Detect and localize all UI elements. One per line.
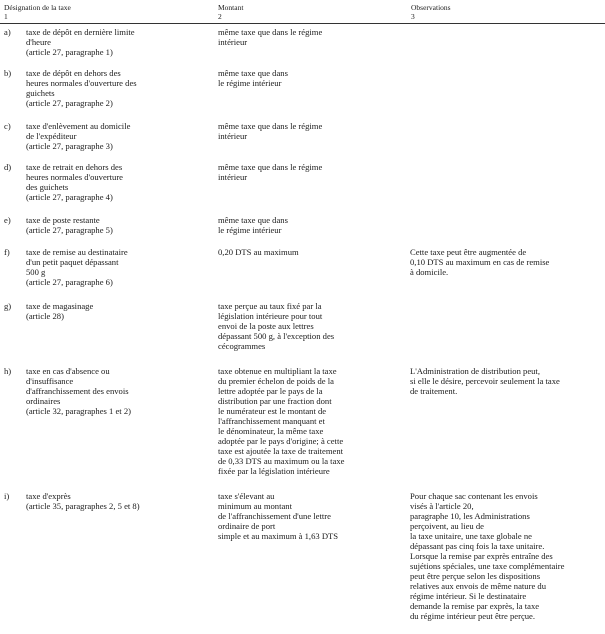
row-designation [26,162,194,202]
header-col-observations [411,4,451,21]
header-col2-title: Montant [218,3,244,12]
row-montant-line: taxe perçue au taux fixé par la [218,301,322,311]
row-observations-line: Pour chaque sac contenant les envois [410,491,538,501]
row-observations-line: la taxe unitaire, une taxe globale ne [410,531,532,541]
row-observations-line: perçoivent, au lieu de [410,521,484,531]
row-montant-line: taxe obtenue en multipliant la taxe [218,366,337,376]
row-observations-line: régime intérieur. Si le destinataire [410,591,527,601]
row-montant-line: minimum au montant [218,501,292,511]
row-montant-line: de l'affranchissement d'une lettre [218,511,331,521]
row-designation-line: (article 27, paragraphe 5) [26,225,113,235]
row-montant-line: dépassant 500 g, à l'exception des [218,331,335,341]
header-col2-number: 2 [218,11,222,21]
row-montant-line: ordinaire de port [218,521,276,531]
row-designation [26,301,194,321]
header-col-designation [4,4,71,21]
row-montant [218,162,386,182]
row-observations [410,491,602,621]
row-designation-line: 500 g [26,267,46,277]
row-montant-line: taxe est ajoutée la taxe de traitement [218,446,344,456]
row-designation-line: taxe de dépôt en dehors des [26,68,121,78]
row-designation [26,68,194,108]
row-montant-line: même taxe que dans le régime [218,162,323,172]
row-designation-line: d'insuffisance [26,376,74,386]
row-observations-line: Lorsque la remise par exprès entraîne des [410,551,553,561]
row-observations-line: paragraphe 10, les Administrations [410,511,530,521]
row-designation-line: taxe d'enlèvement au domicile [26,121,131,131]
row-montant-line: le numérateur est le montant de [218,406,327,416]
row-designation-line: (article 32, paragraphes 1 et 2) [26,406,131,416]
row-montant-line: intérieur [218,172,248,182]
row-letter: g) [4,301,12,311]
row-montant-line: 0,20 DTS au maximum [218,247,299,257]
row-montant-line: même taxe que dans [218,215,288,225]
header-col1-number: 1 [4,11,8,21]
row-designation-line: des guichets [26,182,69,192]
row-montant-line: le dénominateur, la même taxe [218,426,324,436]
row-montant [218,215,386,235]
row-montant [218,121,386,141]
row-montant [218,491,386,541]
row-designation-line: taxe de magasinage [26,301,94,311]
row-montant [218,68,386,88]
row-designation-line: (article 27, paragraphe 1) [26,47,113,57]
row-designation-line: (article 35, paragraphes 2, 5 et 8) [26,501,140,511]
row-montant [218,27,386,47]
row-designation-line: taxe de poste restante [26,215,100,225]
row-observations-line: demande la remise par exprès, la taxe [410,601,540,611]
row-designation-line: guichets [26,88,55,98]
row-montant-line: fixée par la législation intérieure [218,466,330,476]
row-montant-line: le régime intérieur [218,78,282,88]
row-observations-line: dépassant pas cinq fois la taxe unitaire. [410,541,545,551]
row-letter: f) [4,247,10,257]
row-montant-line: même taxe que dans le régime [218,27,323,37]
row-montant-line: intérieur [218,131,248,141]
row-observations-line: L'Administration de distribution peut, [410,366,540,376]
row-montant-line: cécogrammes [218,341,266,351]
row-observations-line: peut être perçue selon les dispositions [410,571,541,581]
row-designation-line: heures normales d'ouverture [26,172,123,182]
row-designation-line: taxe en cas d'absence ou [26,366,110,376]
row-montant-line: de 0,33 DTS au maximum ou la taxe [218,456,345,466]
row-observations-line: Cette taxe peut être augmentée de [410,247,527,257]
row-designation-line: taxe de retrait en dehors des [26,162,123,172]
header-col3-title: Observations [411,3,451,12]
row-designation-line: (article 27, paragraphe 3) [26,141,113,151]
header-col1-title: Désignation de la taxe [4,3,71,12]
row-letter: b) [4,68,12,78]
row-observations [410,366,602,396]
row-observations-line: de traitement. [410,386,458,396]
row-letter: d) [4,162,12,172]
row-designation [26,247,194,287]
row-montant-line: envoi de la poste aux lettres [218,321,314,331]
row-designation-line: d'heure [26,37,51,47]
row-designation-line: (article 27, paragraphe 6) [26,277,113,287]
row-designation-line: (article 27, paragraphe 4) [26,192,113,202]
row-designation-line: (article 28) [26,311,64,321]
row-designation [26,27,194,57]
row-montant-line: intérieur [218,37,248,47]
row-montant-line: taxe s'élevant au [218,491,275,501]
row-letter: a) [4,27,11,37]
row-montant-line: l'affranchissement manquant et [218,416,325,426]
row-designation [26,121,194,151]
row-montant-line: lettre adoptée par le pays de la [218,386,323,396]
row-montant-line: adoptée par le pays d'origine; à cette [218,436,344,446]
row-letter: i) [4,491,10,501]
row-designation-line: de l'expéditeur [26,131,77,141]
row-designation-line: ordinaires [26,396,61,406]
header-col3-number: 3 [411,11,415,21]
row-designation-line: taxe d'exprès [26,491,71,501]
row-designation [26,491,194,511]
row-designation-line: d'affranchissement des envois [26,386,129,396]
row-observations-line: à domicile. [410,267,449,277]
row-designation-line: d'un petit paquet dépassant [26,257,119,267]
row-montant-line: du premier échelon de poids de la [218,376,334,386]
row-designation-line: taxe de remise au destinataire [26,247,128,257]
row-letter: h) [4,366,12,376]
row-montant-line: le régime intérieur [218,225,282,235]
row-observations-line: du régime intérieur peut être perçue. [410,611,536,621]
row-montant [218,301,386,351]
row-observations-line: 0,10 DTS au maximum en cas de remise [410,257,550,267]
row-observations-line: visés à l'article 20, [410,501,474,511]
header-col-montant [218,4,243,21]
row-montant-line: même taxe que dans le régime [218,121,323,131]
row-montant [218,247,386,257]
row-observations-line: relatives aux envois de même nature du [410,581,547,591]
table-header [0,3,605,24]
row-observations-line: si elle le désire, percevoir seulement la taxe [410,376,560,386]
row-observations-line: sujétions spéciales, une taxe complémentaire [410,561,565,571]
row-montant-line: distribution par une fraction dont [218,396,332,406]
row-observations [410,247,602,277]
row-designation-line: (article 27, paragraphe 2) [26,98,113,108]
row-montant-line: même taxe que dans [218,68,288,78]
row-letter: c) [4,121,11,131]
row-montant-line: législation intérieure pour tout [218,311,323,321]
row-letter: e) [4,215,11,225]
row-designation [26,366,194,416]
row-designation-line: taxe de dépôt en dernière limite [26,27,135,37]
row-montant-line: simple et au maximum à 1,63 DTS [218,531,339,541]
row-designation [26,215,194,235]
row-designation-line: heures normales d'ouverture des [26,78,137,88]
row-montant [218,366,386,476]
